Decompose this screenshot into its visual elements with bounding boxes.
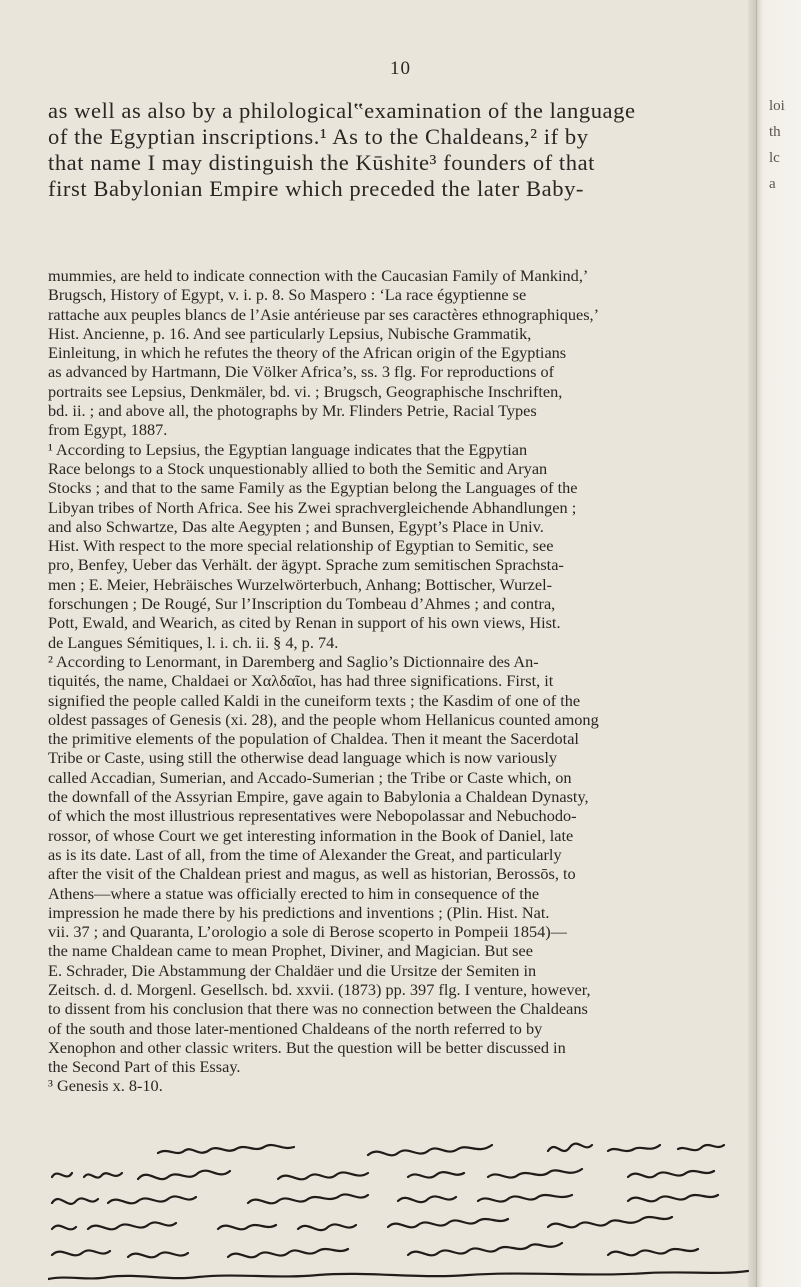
footnote-line: to dissent from his conclusion that there was no connection between the Chaldeans	[48, 999, 588, 1019]
facing-page-fragment: lc	[769, 150, 780, 166]
footnote-line: rattache aux peuples blancs de l’Asie antérieuse par ses caractères ethnographiques,’	[48, 304, 600, 324]
footnote-line: of which the most illustrious representatives were Nebopolassar and Nebuchodo-	[48, 806, 577, 826]
footnote-line: ³ Genesis x. 8-10.	[48, 1076, 163, 1096]
facing-page-fragment: th	[769, 124, 781, 140]
footnote-line: rossor, of whose Court we get interesting information in the Book of Daniel, late	[48, 825, 574, 845]
footnote-line: Brugsch, History of Egypt, v. i. p. 8. So Maspero : ‘La race égyptienne se	[48, 285, 527, 305]
main-line: of the Egyptian inscriptions.¹ As to the Chaldeans,² if by	[48, 124, 589, 149]
footnote-line: Pott, Ewald, and Wearich, as cited by Renan in support of his own views, Hist.	[48, 613, 561, 633]
main-line: that name I may distinguish the Kūshite³ founders of that	[48, 150, 596, 175]
footnote-line: signified the people called Kaldi in the cuneiform texts ; the Kasdim of one of the	[48, 690, 581, 710]
main-line: as well as also by a philological‟examination of the language	[48, 98, 636, 123]
footnote-line: of the south and those later-mentioned Chaldeans of the north referred to by	[48, 1018, 543, 1038]
footnote-line: men ; E. Meier, Hebräisches Wurzelwörterbuch, Anhang; Bottischer, Wurzel-	[48, 574, 553, 594]
page-fold-shadow	[748, 0, 756, 1287]
footnote-line: pro, Benfey, Ueber das Verhält. der ägypt. Sprache zum semitischen Sprachsta-	[48, 555, 564, 575]
footnote-line: Race belongs to a Stock unquestionably allied to both the Semitic and Aryan	[48, 458, 548, 478]
footnote-line: and also Schwartze, Das alte Aegypten ; and Bunsen, Egypt’s Place in Univ.	[48, 516, 544, 536]
footnote-line: from Egypt, 1887.	[48, 420, 168, 440]
footnote-line: oldest passages of Genesis (xi. 28), and the people whom Hellanicus counted among	[48, 709, 599, 729]
footnote-line: portraits see Lepsius, Denkmäler, bd. vi. ; Brugsch, Geographische Inschriften,	[48, 381, 563, 401]
handwritten-annotation-graphic	[48, 1125, 753, 1285]
footnote-line: mummies, are held to indicate connection with the Caucasian Family of Mankind,’	[48, 266, 589, 285]
page-number: 10	[390, 58, 411, 79]
footnote-line: the Second Part of this Essay.	[48, 1057, 241, 1077]
footnote-line: vii. 37 ; and Quaranta, L’orologio a sole di Berose scoperto in Pompeii 1854)—	[48, 922, 567, 942]
footnote-line: ² According to Lenormant, in Daremberg and Saglio’s Dictionnaire des An-	[48, 651, 539, 671]
footnote-line: the name Chaldean came to mean Prophet, Diviner, and Magician. But see	[48, 941, 533, 961]
footnote-line: the primitive elements of the population of Chaldea. Then it meant the Sacerdotal	[48, 729, 579, 749]
main-text	[48, 98, 748, 202]
main-line: first Babylonian Empire which preceded the later Baby-	[48, 176, 584, 201]
footnote-line: Tribe or Caste, using still the otherwise dead language which is now variously	[48, 748, 558, 768]
footnote-line: de Langues Sémitiques, l. i. ch. ii. § 4, p. 74.	[48, 632, 339, 652]
footnote-line: impression he made there by his predictions and inventions ; (Plin. Hist. Nat.	[48, 902, 550, 922]
footnote-line: after the visit of the Chaldean priest and magus, as well as historian, Berossōs, to	[48, 864, 576, 884]
footnote-line: Zeitsch. d. d. Morgenl. Gesellsch. bd. xxvii. (1873) pp. 397 flg. I venture, however,	[48, 979, 591, 999]
footnote-line: ¹ According to Lepsius, the Egyptian language indicates that the Egpytian	[48, 439, 528, 459]
footnote-line: tiquités, the name, Chaldaei or Χαλδαῖοι, has had three significations. First, it	[48, 671, 554, 691]
footnote-line: as advanced by Hartmann, Die Völker Africa’s, ss. 3 flg. For reproductions of	[48, 362, 555, 382]
footnote-line: as is its date. Last of all, from the time of Alexander the Great, and particularly	[48, 844, 562, 864]
footnote-line: bd. ii. ; and above all, the photographs by Mr. Flinders Petrie, Racial Types	[48, 401, 537, 421]
facing-page-edge	[756, 0, 801, 1287]
footnote-line: Hist. Ancienne, p. 16. And see particularly Lepsius, Nubische Grammatik,	[48, 323, 532, 343]
footnote-line: Hist. With respect to the more special relationship of Egyptian to Semitic, see	[48, 536, 554, 556]
facing-page-fragment: loi	[769, 98, 785, 114]
footnote-line: Stocks ; and that to the same Family as the Egyptian belong the Languages of the	[48, 478, 578, 498]
footnotes	[48, 266, 746, 1096]
footnote-line: called Accadian, Sumerian, and Accado-Sumerian ; the Tribe or Caste which, on	[48, 767, 572, 787]
facing-page-fragment: a	[769, 176, 776, 192]
footnote-line: the downfall of the Assyrian Empire, gave again to Babylonia a Chaldean Dynasty,	[48, 787, 589, 807]
footnote-line: Einleitung, in which he refutes the theory of the African origin of the Egyptians	[48, 343, 567, 363]
footnote-line: Libyan tribes of North Africa. See his Zwei sprachvergleichende Abhandlungen ;	[48, 497, 577, 517]
footnote-line: E. Schrader, Die Abstammung der Chaldäer und die Ursitze der Semiten in	[48, 960, 537, 980]
footnote-line: Xenophon and other classic writers. But the question will be better discussed in	[48, 1037, 566, 1057]
footnote-line: forschungen ; De Rougé, Sur l’Inscription du Tombeau d’Ahmes ; and contra,	[48, 594, 556, 614]
footnote-line: Athens—where a statue was officially erected to him in consequence of the	[48, 883, 540, 903]
